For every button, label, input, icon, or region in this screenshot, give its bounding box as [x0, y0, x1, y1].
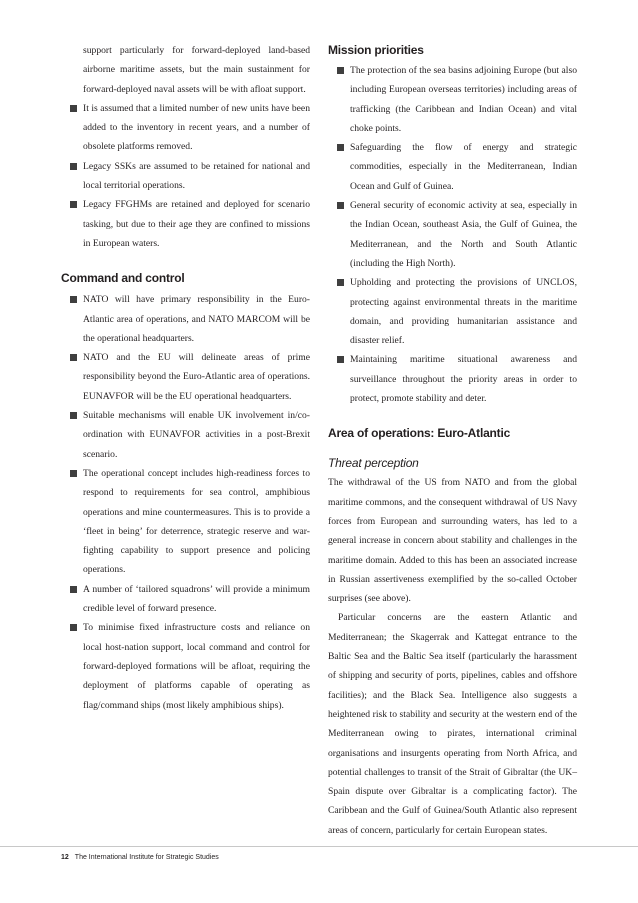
- list-item-text: It is assumed that a limited number of new units have been added to the inventory in recent years, and a number of obsolete platforms removed.: [83, 102, 310, 153]
- left-column: [61, 41, 310, 715]
- list-item-text: Legacy SSKs are assumed to be retained for national and local territorial operations.: [83, 160, 310, 192]
- list-item: [328, 273, 577, 350]
- square-bullet-icon: [70, 586, 77, 593]
- square-bullet-icon: [70, 412, 77, 419]
- list-item-text: To minimise fixed infrastructure costs and reliance on local host-nation support, local command and control for forward-deployed formations will be afloat, requiring the deployment of platforms capable of operating as flag/command ships (most likely amphibious ships).: [83, 622, 310, 711]
- square-bullet-icon: [337, 67, 344, 74]
- square-bullet-icon: [337, 144, 344, 151]
- list-item-text: NATO and the EU will delineate areas of prime responsibility beyond the Euro-Atlantic area of operations. EUNAVFOR will be the EU operational headquarters.: [83, 352, 310, 402]
- square-bullet-icon: [70, 296, 77, 303]
- publisher-name: The International Institute for Strategic Studies: [74, 854, 219, 861]
- list-item: [328, 196, 577, 273]
- square-bullet-icon: [70, 354, 77, 361]
- list-item: [61, 290, 310, 348]
- list-item-text: Legacy FFGHMs are retained and deployed for scenario tasking, but due to their age they are confined to missions in European waters.: [83, 199, 310, 249]
- list-item-text: A number of ‘tailored squadrons’ will provide a minimum credible level of forward presence.: [83, 583, 310, 615]
- square-bullet-icon: [70, 624, 77, 631]
- bullet-list-assumptions: [61, 99, 310, 253]
- square-bullet-icon: [337, 279, 344, 286]
- list-item-text: General security of economic activity at sea, especially in the Indian Ocean, southeast Asia, the Gulf of Guinea, the Mediterranean, and the North and South Atlantic (including the High North).: [350, 200, 577, 269]
- list-item-text: The protection of the sea basins adjoining Europe (but also including European overseas territories) including areas of trafficking (the Caribbean and Indian Ocean) and vital choke points.: [350, 65, 577, 134]
- page-number: 12: [61, 854, 69, 861]
- square-bullet-icon: [337, 356, 344, 363]
- list-item-text: The operational concept includes high-readiness forces to respond to requirements for sea control, amphibious operations and mine countermeasures. This is to provide a ‘fleet in being’ for deterrence, strategic reserve and war-fighting capability to support presence and policing operations.: [83, 467, 310, 576]
- bullet-list-command: [61, 290, 310, 715]
- list-item-text: Upholding and protecting the provisions of UNCLOS, protecting against environmental threats in the maritime domain, and providing humanitarian assistance and disaster relief.: [350, 277, 577, 347]
- list-item-text: Suitable mechanisms will enable UK involvement in/co-ordination with EUNAVFOR activities in a post-Brexit scenario.: [83, 410, 310, 460]
- footer-divider: [0, 846, 638, 847]
- list-item: [328, 61, 577, 138]
- threat-paragraph-2: Particular concerns are the eastern Atlantic and Mediterranean; the Skagerrak and Kattegat entrance to the Baltic Sea and the Baltic Sea itself (particularly the harassment of shipping and security of ports, pipelines, cables and offshore facilities); and the Black Sea. Intelligence also suggests a heightened risk to stability and security at the western end of the Mediterranean owing to pirates, international criminal organisations and insurgents operating from North Africa, and potential challenges to transit of the Strait of Gibraltar (the UK–Spain dispute over Gibraltar is a complicating factor). The Caribbean and the Gulf of Guinea/South Atlantic also represent areas of concern, particularly for certain European states.: [328, 612, 577, 836]
- list-item: [328, 138, 577, 196]
- list-item: [61, 195, 310, 253]
- square-bullet-icon: [337, 202, 344, 209]
- list-item-text: NATO will have primary responsibility in the Euro-Atlantic area of operations, and NATO MARCOM will be the operational headquarters.: [83, 294, 310, 344]
- subsection-heading-threat-perception: Threat perception: [328, 456, 419, 471]
- list-item: [61, 464, 310, 580]
- list-item-text: Safeguarding the flow of energy and strategic commodities, especially in the Mediterranean, Indian Ocean and Gulf of Guinea.: [350, 142, 577, 192]
- square-bullet-icon: [70, 470, 77, 477]
- intro-continuation: support particularly for forward-deployed land-based airborne maritime assets, but the main sustainment for forward-deployed naval assets will be with afloat support.: [83, 45, 310, 95]
- list-item: [61, 157, 310, 196]
- list-item: [61, 348, 310, 406]
- section-heading-command-and-control: Command and control: [61, 271, 185, 286]
- list-item: [61, 99, 310, 157]
- threat-paragraph-1: The withdrawal of the US from NATO and from the global maritime commons, and the consequent withdrawal of US Navy forces from European and surrounding waters, has led to a general increase in concern about stability and challenges in the maritime domain. Added to this has been an associated increase in Russian assertiveness exemplified by the so-called October surprises (see above).: [328, 477, 577, 605]
- page-footer: [61, 854, 219, 861]
- list-item-text: Maintaining maritime situational awareness and surveillance throughout the priority areas in order to protect, promote stability and deter.: [350, 354, 577, 405]
- square-bullet-icon: [70, 201, 77, 208]
- section-heading-area-of-operations: Area of operations: Euro-Atlantic: [328, 426, 511, 441]
- square-bullet-icon: [70, 105, 77, 112]
- bullet-list-missions: [328, 61, 577, 408]
- list-item: [328, 350, 577, 408]
- list-item: [61, 618, 310, 714]
- list-item: [61, 406, 310, 464]
- list-item: [61, 580, 310, 619]
- section-heading-mission-priorities: Mission priorities: [328, 43, 424, 57]
- square-bullet-icon: [70, 163, 77, 170]
- right-column: [328, 41, 577, 840]
